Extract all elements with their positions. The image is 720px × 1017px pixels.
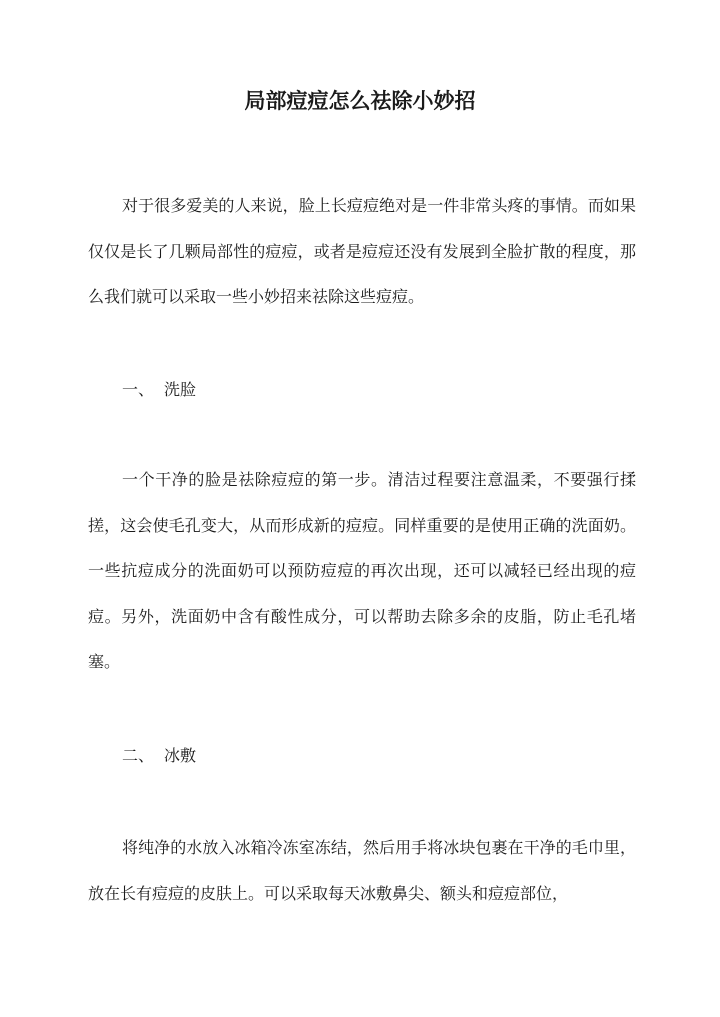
section-heading-2 [122, 741, 196, 771]
section-number: 二、 [122, 746, 155, 765]
section-heading-1 [122, 375, 196, 405]
section-body-2: 将纯净的水放入冰箱冷冻室冻结，然后用手将冰块包裹在干净的毛巾里，放在长有痘痘的皮肤上。可以采取每天冰敷鼻尖、额头和痘痘部位， [88, 838, 636, 903]
section-number: 一、 [122, 380, 155, 399]
document-title: 局部痘痘怎么祛除小妙招 [244, 88, 476, 113]
section-title: 洗脸 [164, 380, 197, 399]
intro-paragraph: 对于很多爱美的人来说，脸上长痘痘绝对是一件非常头疼的事情。而如果仅仅是长了几颗局部性的痘痘，或者是痘痘还没有发展到全脸扩散的程度，那么我们就可以采取一些小妙招来祛除这些痘痘。 [88, 196, 636, 306]
section-title: 冰敷 [164, 746, 197, 765]
section-body-1: 一个干净的脸是祛除痘痘的第一步。清洁过程要注意温柔，不要强行揉搓，这会使毛孔变大，从而形成新的痘痘。同样重要的是使用正确的洗面奶。一些抗痘成分的洗面奶可以预防痘痘的再次出现，还可以减轻已经出现的痘痘。另外，洗面奶中含有酸性成分，可以帮助去除多余的皮脂，防止毛孔堵塞。 [88, 470, 636, 671]
